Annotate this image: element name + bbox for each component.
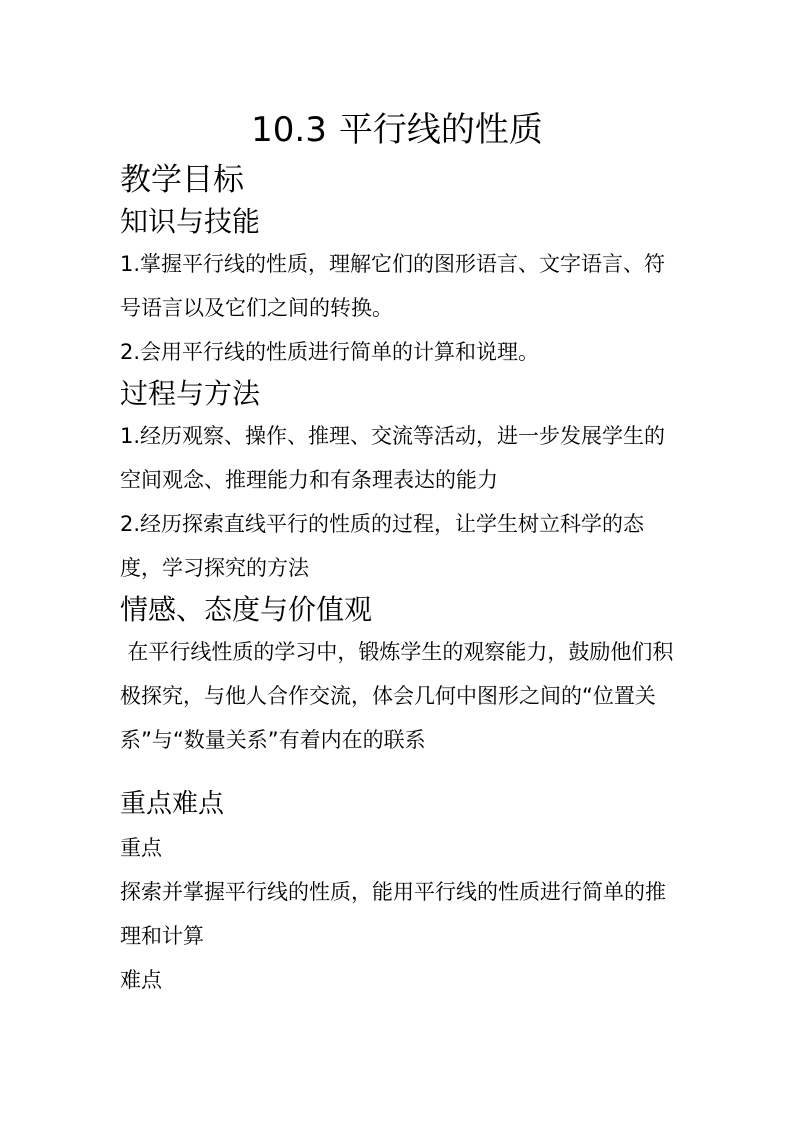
title-text: 平行线的性质 <box>338 110 543 150</box>
process-item-2: 2.经历探索直线平行的性质的过程，让学生树立科学的态度，学习探究的方法 <box>120 512 645 580</box>
knowledge-item-1: 1.掌握平行线的性质，理解它们的图形语言、文字语言、符号语言以及它们之间的转换。 <box>120 252 666 320</box>
process-item-1: 1.经历观察、操作、推理、交流等活动，进一步发展学生的空间观念、推理能力和有条理表达的能力 <box>120 424 666 492</box>
document-content <box>120 158 680 1002</box>
key-text: 探索并掌握平行线的性质，能用平行线的性质进行简单的推理和计算 <box>120 880 666 948</box>
emotion-text: 在平行线性质的学习中，锻炼学生的观察能力，鼓励他们积极探究，与他人合作交流，体会几何中图形之间的“位置关系”与“数量关系”有着内在的联系 <box>120 640 674 752</box>
knowledge-heading: 知识与技能 <box>120 205 261 238</box>
emotion-heading: 情感、态度与价值观 <box>120 593 373 626</box>
difficulty-label: 难点 <box>120 968 162 992</box>
objectives-heading: 教学目标 <box>120 162 244 198</box>
knowledge-item-2: 2.会用平行线的性质进行简单的计算和说理。 <box>120 340 540 364</box>
key-points-heading: 重点难点 <box>120 789 225 819</box>
key-label: 重点 <box>120 836 162 860</box>
section-gap <box>120 762 680 782</box>
title-number: 10.3 <box>251 110 327 150</box>
process-heading: 过程与方法 <box>120 377 261 410</box>
page-title <box>0 104 794 156</box>
